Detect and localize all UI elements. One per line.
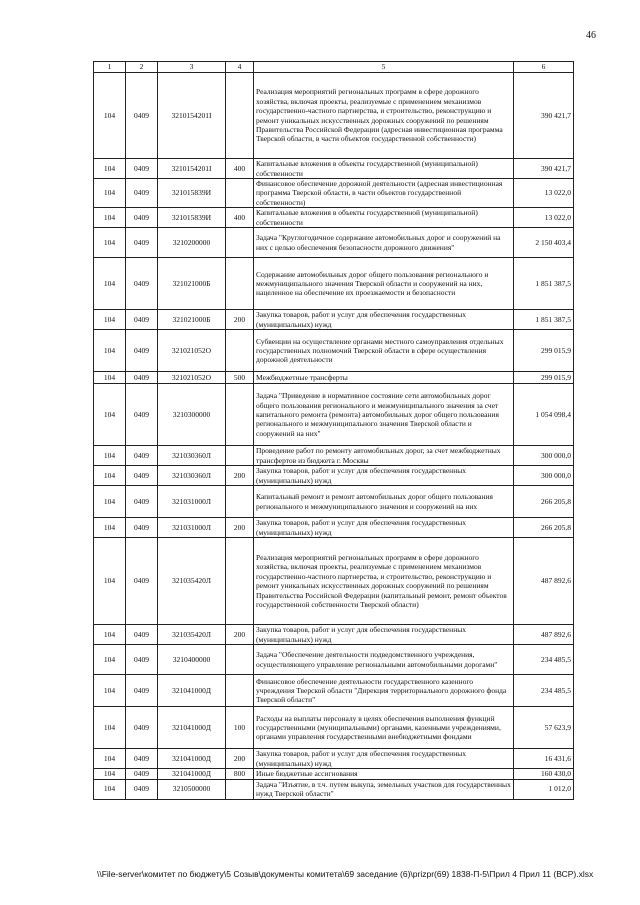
section-code-cell: 0409 bbox=[126, 625, 158, 645]
description-cell: Закупка товаров, работ и услуг для обеспечения государственных (муниципальных) нужд bbox=[254, 466, 514, 486]
expense-type-cell: 200 bbox=[226, 310, 254, 330]
description-cell: Капитальные вложения в объекты государственной (муниципальной) собственности bbox=[254, 159, 514, 179]
column-header: 5 bbox=[254, 62, 514, 73]
description-cell: Межбюджетные трансферты bbox=[254, 372, 514, 384]
description-cell: Капитальный ремонт и ремонт автомобильных дорог общего пользования регионального и межмуниципального значения и сооружений на них bbox=[254, 486, 514, 518]
table-row bbox=[94, 228, 574, 258]
target-article-cell: 3210154201I bbox=[158, 73, 226, 159]
table-row bbox=[94, 518, 574, 538]
description-cell: Закупка товаров, работ и услуг для обеспечения государственных (муниципальных) нужд bbox=[254, 749, 514, 769]
target-article-cell: 321021052О bbox=[158, 372, 226, 384]
amount-cell: 487 892,6 bbox=[514, 625, 574, 645]
section-code-cell: 0409 bbox=[126, 538, 158, 625]
expense-type-cell: 400 bbox=[226, 159, 254, 179]
amount-cell: 300 000,0 bbox=[514, 466, 574, 486]
amount-cell: 266 205,8 bbox=[514, 486, 574, 518]
amount-cell: 487 892,6 bbox=[514, 538, 574, 625]
target-article-cell: 321041000Д bbox=[158, 769, 226, 779]
target-article-cell: 321041000Д bbox=[158, 749, 226, 769]
table-row bbox=[94, 73, 574, 159]
expense-type-cell bbox=[226, 779, 254, 799]
description-cell: Реализация мероприятий региональных программ в сфере дорожного хозяйства, включая проекты, реализуемые с применением механизмов государственно-частного партнерства, и строительство, реконструкцию и ремонт уникальных искусственных дорожных сооружений по решениям Правительства Российской Федерации (капитальный ремонт, ремонт объектов государственной собственности Тверской области) bbox=[254, 538, 514, 625]
ministry-code-cell: 104 bbox=[94, 208, 126, 228]
amount-cell: 1 012,0 bbox=[514, 779, 574, 799]
column-header: 2 bbox=[126, 62, 158, 73]
table-row bbox=[94, 769, 574, 779]
description-cell: Финансовое обеспечение дорожной деятельности (адресная инвестиционная программа Тверской области, в части объектов государственной собственности) bbox=[254, 179, 514, 208]
ministry-code-cell: 104 bbox=[94, 769, 126, 779]
target-article-cell: 321041000Д bbox=[158, 675, 226, 707]
ministry-code-cell: 104 bbox=[94, 779, 126, 799]
section-code-cell: 0409 bbox=[126, 645, 158, 675]
amount-cell: 13 022,0 bbox=[514, 179, 574, 208]
amount-cell: 299 015,9 bbox=[514, 372, 574, 384]
section-code-cell: 0409 bbox=[126, 330, 158, 372]
target-article-cell: 321021000Б bbox=[158, 258, 226, 310]
amount-cell: 57 623,9 bbox=[514, 707, 574, 749]
target-article-cell: 321031000Л bbox=[158, 486, 226, 518]
table-row bbox=[94, 330, 574, 372]
section-code-cell: 0409 bbox=[126, 310, 158, 330]
table-row bbox=[94, 258, 574, 310]
column-header: 1 bbox=[94, 62, 126, 73]
table-row bbox=[94, 486, 574, 518]
table-header-row bbox=[94, 62, 574, 73]
amount-cell: 234 485,5 bbox=[514, 645, 574, 675]
table-row bbox=[94, 779, 574, 799]
ministry-code-cell: 104 bbox=[94, 518, 126, 538]
table-row bbox=[94, 675, 574, 707]
target-article-cell: 321030360Л bbox=[158, 446, 226, 466]
section-code-cell: 0409 bbox=[126, 384, 158, 446]
ministry-code-cell: 104 bbox=[94, 330, 126, 372]
section-code-cell: 0409 bbox=[126, 749, 158, 769]
expense-type-cell bbox=[226, 330, 254, 372]
expense-type-cell bbox=[226, 538, 254, 625]
table-row bbox=[94, 538, 574, 625]
section-code-cell: 0409 bbox=[126, 258, 158, 310]
ministry-code-cell: 104 bbox=[94, 707, 126, 749]
amount-cell: 234 485,5 bbox=[514, 675, 574, 707]
section-code-cell: 0409 bbox=[126, 73, 158, 159]
expense-type-cell: 200 bbox=[226, 466, 254, 486]
description-cell: Содержание автомобильных дорог общего пользования регионального и межмуниципального значения Тверской области и сооружений на них, нацеленное на обеспечение их проезжаемости и безопасности bbox=[254, 258, 514, 310]
table-row bbox=[94, 179, 574, 208]
target-article-cell: 321041000Д bbox=[158, 707, 226, 749]
table-row bbox=[94, 645, 574, 675]
description-cell: Задача "Круглогодичное содержание автомобильных дорог и сооружений на них с целью обеспечения безопасности дорожного движения" bbox=[254, 228, 514, 258]
page-number: 46 bbox=[586, 30, 596, 41]
amount-cell: 1 851 387,5 bbox=[514, 258, 574, 310]
ministry-code-cell: 104 bbox=[94, 446, 126, 466]
target-article-cell: 321015839И bbox=[158, 179, 226, 208]
section-code-cell: 0409 bbox=[126, 159, 158, 179]
target-article-cell: 3210154201I bbox=[158, 159, 226, 179]
ministry-code-cell: 104 bbox=[94, 625, 126, 645]
section-code-cell: 0409 bbox=[126, 372, 158, 384]
table-row bbox=[94, 707, 574, 749]
target-article-cell: 321035420Л bbox=[158, 625, 226, 645]
ministry-code-cell: 104 bbox=[94, 228, 126, 258]
file-path-footer: \\File-server\комитет по бюджету\5 Созыв\документы комитета\69 заседание (6)\prizpr(69) 1838-П-5\Прил 4 Прил 11 (ВСР).xlsx bbox=[97, 869, 594, 879]
section-code-cell: 0409 bbox=[126, 446, 158, 466]
section-code-cell: 0409 bbox=[126, 675, 158, 707]
column-header: 6 bbox=[514, 62, 574, 73]
target-article-cell: 321035420Л bbox=[158, 538, 226, 625]
expense-type-cell: 100 bbox=[226, 707, 254, 749]
budget-table bbox=[93, 61, 574, 800]
section-code-cell: 0409 bbox=[126, 208, 158, 228]
expense-type-cell bbox=[226, 645, 254, 675]
target-article-cell: 3210500000 bbox=[158, 779, 226, 799]
column-header: 3 bbox=[158, 62, 226, 73]
amount-cell: 266 205,8 bbox=[514, 518, 574, 538]
ministry-code-cell: 104 bbox=[94, 179, 126, 208]
ministry-code-cell: 104 bbox=[94, 159, 126, 179]
target-article-cell: 3210200000 bbox=[158, 228, 226, 258]
table-row bbox=[94, 625, 574, 645]
ministry-code-cell: 104 bbox=[94, 486, 126, 518]
section-code-cell: 0409 bbox=[126, 779, 158, 799]
amount-cell: 1 851 387,5 bbox=[514, 310, 574, 330]
section-code-cell: 0409 bbox=[126, 228, 158, 258]
ministry-code-cell: 104 bbox=[94, 73, 126, 159]
section-code-cell: 0409 bbox=[126, 707, 158, 749]
amount-cell: 16 431,6 bbox=[514, 749, 574, 769]
description-cell: Задача "Изъятие, в т.ч. путем выкупа, земельных участков для государственных нужд Тверской области" bbox=[254, 779, 514, 799]
ministry-code-cell: 104 bbox=[94, 645, 126, 675]
description-cell: Задача "Обеспечение деятельности подведомственного учреждения, осуществляющего управление региональными автомобильными дорогами" bbox=[254, 645, 514, 675]
expense-type-cell bbox=[226, 675, 254, 707]
expense-type-cell bbox=[226, 384, 254, 446]
amount-cell: 13 022,0 bbox=[514, 208, 574, 228]
target-article-cell: 321021052О bbox=[158, 330, 226, 372]
section-code-cell: 0409 bbox=[126, 466, 158, 486]
expense-type-cell bbox=[226, 73, 254, 159]
target-article-cell: 3210300000 bbox=[158, 384, 226, 446]
expense-type-cell: 500 bbox=[226, 372, 254, 384]
table-row bbox=[94, 159, 574, 179]
section-code-cell: 0409 bbox=[126, 769, 158, 779]
target-article-cell: 321015839И bbox=[158, 208, 226, 228]
expense-type-cell: 200 bbox=[226, 625, 254, 645]
table-row bbox=[94, 446, 574, 466]
description-cell: Реализация мероприятий региональных программ в сфере дорожного хозяйства, включая проекты, реализуемые с применением механизмов государственно-частного партнерства, и строительство, реконструкцию и ремонт уникальных искусственных дорожных сооружений по решениям Правительства Российской Федерации (адресная инвестиционная программа Тверской области, в части объектов государственной собственности) bbox=[254, 73, 514, 159]
expense-type-cell: 200 bbox=[226, 749, 254, 769]
amount-cell: 160 430,0 bbox=[514, 769, 574, 779]
table-row bbox=[94, 310, 574, 330]
expense-type-cell: 800 bbox=[226, 769, 254, 779]
ministry-code-cell: 104 bbox=[94, 384, 126, 446]
section-code-cell: 0409 bbox=[126, 518, 158, 538]
table-row bbox=[94, 372, 574, 384]
table-row bbox=[94, 208, 574, 228]
ministry-code-cell: 104 bbox=[94, 466, 126, 486]
ministry-code-cell: 104 bbox=[94, 372, 126, 384]
target-article-cell: 3210400000 bbox=[158, 645, 226, 675]
description-cell: Закупка товаров, работ и услуг для обеспечения государственных (муниципальных) нужд bbox=[254, 625, 514, 645]
ministry-code-cell: 104 bbox=[94, 538, 126, 625]
ministry-code-cell: 104 bbox=[94, 258, 126, 310]
expense-type-cell bbox=[226, 258, 254, 310]
description-cell: Закупка товаров, работ и услуг для обеспечения государственных (муниципальных) нужд bbox=[254, 518, 514, 538]
table-row bbox=[94, 466, 574, 486]
amount-cell: 300 000,0 bbox=[514, 446, 574, 466]
ministry-code-cell: 104 bbox=[94, 310, 126, 330]
amount-cell: 2 150 403,4 bbox=[514, 228, 574, 258]
section-code-cell: 0409 bbox=[126, 179, 158, 208]
column-header: 4 bbox=[226, 62, 254, 73]
description-cell: Закупка товаров, работ и услуг для обеспечения государственных (муниципальных) нужд bbox=[254, 310, 514, 330]
amount-cell: 299 015,9 bbox=[514, 330, 574, 372]
description-cell: Иные бюджетные ассигнования bbox=[254, 769, 514, 779]
expense-type-cell: 200 bbox=[226, 518, 254, 538]
section-code-cell: 0409 bbox=[126, 486, 158, 518]
target-article-cell: 321021000Б bbox=[158, 310, 226, 330]
amount-cell: 1 054 098,4 bbox=[514, 384, 574, 446]
expense-type-cell bbox=[226, 179, 254, 208]
table-row bbox=[94, 384, 574, 446]
amount-cell: 390 421,7 bbox=[514, 159, 574, 179]
description-cell: Расходы на выплаты персоналу в целях обеспечения выполнения функций государственными (муниципальными) органами, казенными учреждениями, органами управления государственными внебюджетными фондами bbox=[254, 707, 514, 749]
expense-type-cell bbox=[226, 446, 254, 466]
description-cell: Финансовое обеспечение деятельности государственного казенного учреждения Тверской области "Дирекция территориального дорожного фонда Тверской области" bbox=[254, 675, 514, 707]
expense-type-cell bbox=[226, 228, 254, 258]
description-cell: Капитальные вложения в объекты государственной (муниципальной) собственности bbox=[254, 208, 514, 228]
description-cell: Задача "Приведение в нормативное состояние сети автомобильных дорог общего пользования регионального и межмуниципального значения за счет капитального ремонта (ремонта) автомобильных дорог общего пользования регионального и межмуниципального значения Тверской области и сооружений на них" bbox=[254, 384, 514, 446]
expense-type-cell: 400 bbox=[226, 208, 254, 228]
target-article-cell: 321030360Л bbox=[158, 466, 226, 486]
amount-cell: 390 421,7 bbox=[514, 73, 574, 159]
description-cell: Субвенции на осуществление органами местного самоуправления отдельных государственных полномочий Тверской области в сфере осуществления дорожной деятельности bbox=[254, 330, 514, 372]
table-row bbox=[94, 749, 574, 769]
expense-type-cell bbox=[226, 486, 254, 518]
ministry-code-cell: 104 bbox=[94, 675, 126, 707]
ministry-code-cell: 104 bbox=[94, 749, 126, 769]
description-cell: Проведение работ по ремонту автомобильных дорог, за счет межбюджетных трансфертов из бюджета г. Москвы bbox=[254, 446, 514, 466]
target-article-cell: 321031000Л bbox=[158, 518, 226, 538]
